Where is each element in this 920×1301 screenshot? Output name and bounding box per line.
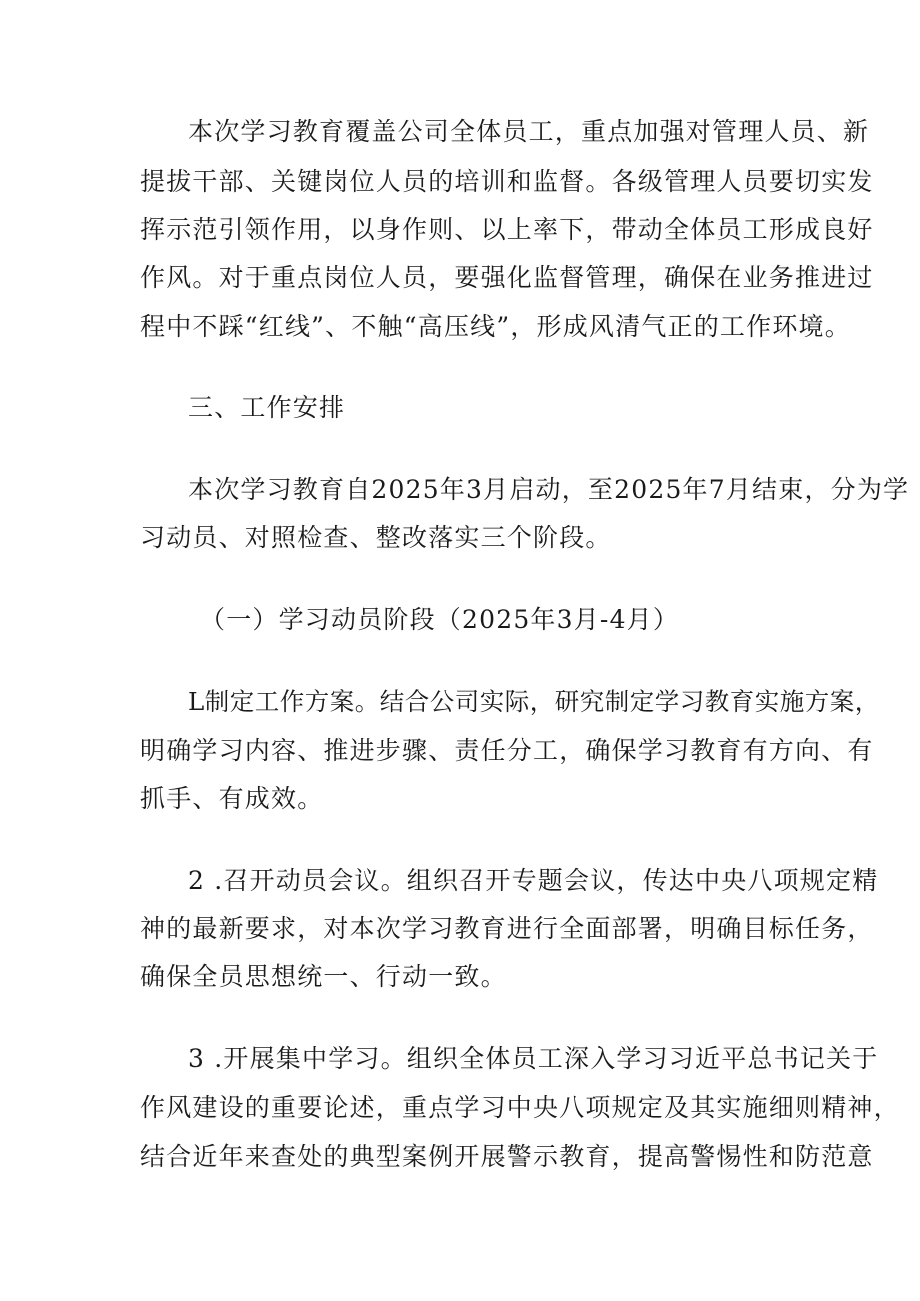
- text-line: 3 .开展集中学习。组织全体员工深入学习习近平总书记关于: [188, 1044, 879, 1073]
- text-line: 2 .召开动员会议。组织召开专题会议，传达中央八项规定精: [188, 866, 879, 895]
- text-line: 习动员、对照检查、整改落实三个阶段。: [140, 523, 612, 552]
- text-line: 作风。对于重点岗位人员，要强化监督管理，确保在业务推进过: [140, 263, 874, 292]
- text-line: 神的最新要求，对本次学习教育进行全面部署，明确目标任务，: [140, 914, 874, 943]
- text-line: 确保全员思想统一、行动一致。: [140, 962, 507, 991]
- text-line: 本次学习教育覆盖公司全体员工，重点加强对管理人员、新: [188, 117, 870, 146]
- text-line: 程中不踩“红线”、不触“高压线”，形成风清气正的工作环境。: [140, 312, 851, 341]
- text-line: 明确学习内容、推进步骤、责任分工，确保学习教育有方向、有: [140, 736, 874, 765]
- text-line: 作风建设的重要论述，重点学习中央八项规定及其实施细则精神，: [140, 1093, 900, 1122]
- text-line: 挥示范引领作用，以身作则、以上率下，带动全体员工形成良好: [140, 215, 874, 244]
- text-line: 提拔干部、关键岗位人员的培训和监督。各级管理人员要切实发: [140, 167, 874, 196]
- text-line: 抓手、有成效。: [140, 784, 324, 813]
- text-line: L制定工作方案。结合公司实际，研究制定学习教育实施方案，: [188, 687, 880, 716]
- subsection-heading: （一）学习动员阶段（2025年3月-4月）: [200, 605, 680, 634]
- text-line: 本次学习教育自2025年3月启动，至2025年7月结束，分为学: [188, 475, 910, 504]
- section-heading: 三、工作安排: [188, 393, 346, 422]
- text-line: 结合近年来查处的典型案例开展警示教育，提高警惕性和防范意: [140, 1142, 874, 1171]
